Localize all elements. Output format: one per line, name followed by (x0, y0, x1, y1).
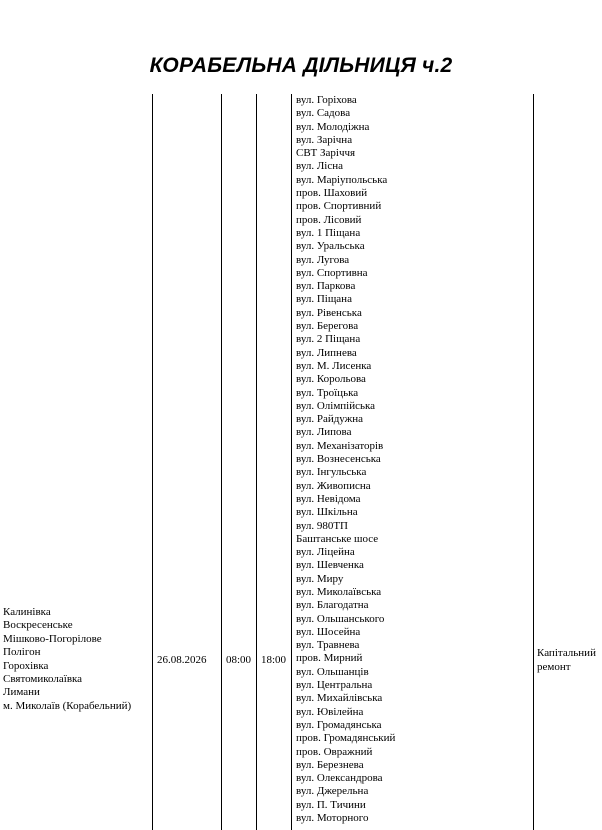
settlement-name: Калинівка (3, 606, 51, 618)
street-name: вул. Садова (296, 107, 351, 120)
settlement-name: Мішково-Погорілове (3, 632, 102, 645)
street-name: вул. Райдужна (296, 413, 364, 426)
street-name: вул. Березнева (296, 758, 364, 771)
street-name: вул. Центральна (296, 679, 373, 692)
page-title: КОРАБЕЛЬНА ДІЛЬНИЦЯ ч.2 (149, 54, 453, 77)
street-name: вул. Маріупольська (296, 173, 388, 186)
street-name: вул. Зарічна (296, 133, 353, 146)
street-name: вул. М. Лисенка (296, 359, 372, 372)
street-name: вул. Вознесенська (296, 453, 381, 466)
street-name: пров. Шаховий (296, 187, 368, 200)
column-divider (256, 94, 257, 830)
street-name: вул. Липнева (296, 346, 357, 359)
street-name: пров. Спортивний (296, 200, 382, 213)
street-name: вул. Піщана (296, 293, 352, 306)
street-name: вул. 980ТП (296, 519, 348, 532)
date-cell: 26.08.2026 (157, 654, 207, 666)
column-divider (533, 94, 534, 830)
street-name: пров. Овражний (296, 745, 373, 758)
street-name: вул. Лісна (296, 160, 343, 173)
street-name: СВТ Заріччя (296, 147, 356, 160)
street-name: вул. Липова (296, 426, 352, 439)
street-name: вул. Шевченка (296, 559, 364, 572)
street-name: вул. Берегова (296, 320, 359, 333)
street-name: вул. Шосейна (296, 625, 361, 638)
work-type-cell (537, 646, 601, 674)
street-name: вул. Моторного (296, 812, 369, 825)
settlement-name: Горохівка (3, 659, 49, 672)
street-name: вул. Ольшанців (296, 665, 369, 678)
street-name: вул. Горіхова (296, 94, 357, 106)
street-name: вул. Троїцька (296, 386, 359, 399)
street-name: вул. Ювілейна (296, 705, 364, 718)
work-type-line: ремонт (537, 661, 571, 673)
street-name: вул. Олександрова (296, 772, 383, 785)
street-name: вул. Паркова (296, 280, 356, 293)
street-name: вул. Олімпійська (296, 399, 376, 412)
street-name: вул. Михайлівська (296, 692, 383, 705)
street-name: вул. Благодатна (296, 599, 369, 612)
street-name: вул. Шкільна (296, 506, 358, 519)
end-time-cell: 18:00 (261, 654, 287, 666)
column-divider (152, 94, 153, 830)
start-time-cell: 08:00 (226, 654, 252, 666)
settlement-name: Полігон (3, 646, 41, 659)
street-name: вул. Механізаторів (296, 439, 384, 452)
street-name: вул. Живописна (296, 479, 371, 492)
street-name: вул. Невідома (296, 492, 361, 505)
street-name: вул. Спортивна (296, 266, 368, 279)
street-name: вул. 2 Піщана (296, 333, 361, 346)
street-name: вул. Джерельна (296, 785, 369, 798)
street-name: вул. Уральська (296, 240, 365, 253)
street-name: вул. Молодіжна (296, 120, 370, 133)
street-name: вул. Інгульська (296, 466, 367, 479)
street-name: пров. Громадянський (296, 732, 396, 745)
street-name: пров. Мирний (296, 652, 363, 665)
street-name: пров. Лісовий (296, 213, 362, 226)
column-divider (291, 94, 292, 830)
settlement-name: Лимани (3, 686, 40, 699)
street-name: вул. Громадянська (296, 718, 382, 731)
street-name: вул. Ольшанського (296, 612, 385, 625)
street-name: вул. Корольова (296, 373, 366, 386)
settlement-name: Святомиколаївка (3, 672, 83, 685)
settlement-name: м. Миколаїв (Корабельний) (3, 699, 132, 712)
work-type-line: Капітальний (537, 647, 596, 659)
street-name: вул. Рівенська (296, 306, 362, 319)
column-divider (221, 94, 222, 830)
street-name: вул. Лугова (296, 253, 350, 266)
settlements-cell (3, 606, 131, 713)
street-name: вул. Миколаївська (296, 585, 382, 598)
street-name: вул. 1 Піщана (296, 226, 361, 239)
street-name: вул. Миру (296, 572, 344, 585)
streets-cell (296, 94, 395, 825)
street-name: вул. П. Тичини (296, 798, 366, 811)
street-name: вул. Ліцейна (296, 546, 355, 559)
settlement-name: Воскресенське (3, 619, 73, 632)
street-name: вул. Травнева (296, 639, 360, 652)
street-name: Баштанське шосе (296, 532, 379, 545)
